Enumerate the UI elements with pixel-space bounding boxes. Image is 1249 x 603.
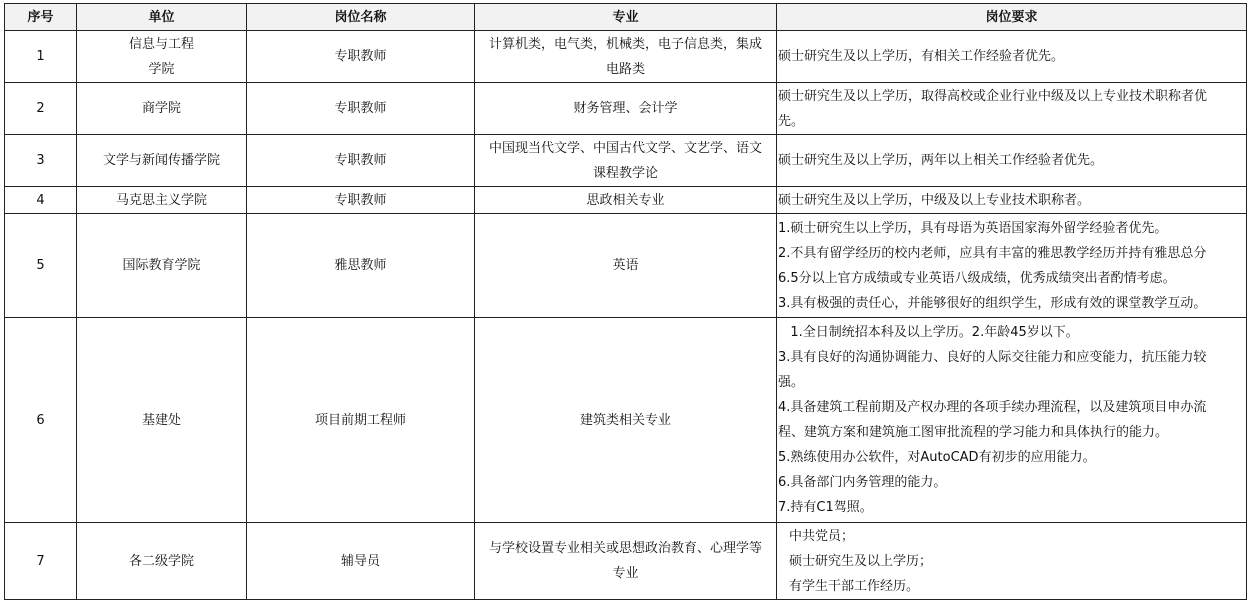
cell-position: 专职教师 [247, 83, 475, 135]
cell-requirements [777, 135, 1247, 187]
cell-position: 专职教师 [247, 31, 475, 83]
cell-position: 雅思教师 [247, 214, 475, 318]
cell-position: 项目前期工程师 [247, 318, 475, 523]
requirement-line: 5.熟练使用办公软件，对AutoCAD有初步的应用能力。 [778, 450, 1096, 465]
cell-requirements [777, 83, 1247, 135]
requirement-line: 4.具备建筑工程前期及产权办理的各项手续办理流程，以及建筑项目申办流 [778, 400, 1207, 415]
cell-requirements [777, 214, 1247, 318]
requirement-line: 中共党员； [789, 528, 855, 544]
header-position: 岗位名称 [247, 4, 475, 31]
cell-unit [77, 31, 247, 83]
requirement-line: 硕士研究生及以上学历，两年以上相关工作经验者优先。 [778, 153, 1104, 168]
requirement-line: 硕士研究生及以上学历，取得高校或企业行业中级及以上专业技术职称者优 [778, 88, 1208, 104]
major-line: 建筑类相关专业 [579, 412, 671, 428]
cell-no: 3 [5, 135, 77, 187]
unit-line: 商学院 [141, 101, 181, 116]
table-row [5, 318, 1247, 523]
header-unit: 单位 [77, 4, 247, 31]
table-row [5, 83, 1247, 135]
table-row [5, 135, 1247, 187]
cell-major [475, 214, 777, 318]
cell-no: 6 [5, 318, 77, 523]
cell-unit [77, 318, 247, 523]
cell-major [475, 83, 777, 135]
cell-unit [77, 83, 247, 135]
recruitment-table [4, 3, 1247, 600]
unit-line: 各二级学院 [128, 553, 194, 569]
requirement-line: 6.具备部门内务管理的能力。 [778, 475, 947, 490]
requirement-line: 1.全日制统招本科及以上学历。2.年龄45岁以下。 [778, 325, 1079, 340]
major-line: 课程教学论 [592, 165, 658, 181]
requirement-line: 3.具有极强的责任心，并能够很好的组织学生，形成有效的课堂教学互动。 [778, 295, 1207, 311]
unit-line: 文学与新闻传播学院 [102, 153, 220, 168]
cell-no: 7 [5, 523, 77, 600]
major-line: 思政相关专业 [586, 192, 665, 208]
cell-unit [77, 135, 247, 187]
requirement-line: 硕士研究生及以上学历； [789, 553, 933, 569]
requirement-line: 1.硕士研究生以上学历，具有母语为英语国家海外留学经验者优先。 [778, 220, 1168, 236]
requirement-line: 先。 [778, 113, 805, 129]
unit-line: 信息与工程 [128, 36, 194, 52]
cell-major [475, 135, 777, 187]
unit-line: 马克思主义学院 [115, 192, 207, 208]
unit-line: 学院 [148, 61, 175, 77]
major-line: 电路类 [605, 61, 645, 77]
cell-requirements [777, 523, 1247, 600]
table-row [5, 523, 1247, 600]
header-requirements: 岗位要求 [777, 4, 1247, 31]
cell-no: 5 [5, 214, 77, 318]
cell-position: 专职教师 [247, 135, 475, 187]
table-row [5, 187, 1247, 214]
cell-requirements [777, 31, 1247, 83]
cell-no: 1 [5, 31, 77, 83]
major-line: 与学校设置专业相关或思想政治教育、心理学等 [488, 541, 762, 556]
requirement-line: 6.5分以上官方成绩或专业英语八级成绩，优秀成绩突出者酌情考虑。 [778, 270, 1176, 286]
major-line: 英语 [612, 258, 639, 273]
cell-unit [77, 523, 247, 600]
major-line: 中国现当代文学、中国古代文学、文艺学、语文 [488, 140, 762, 156]
unit-line: 基建处 [141, 412, 181, 428]
header-no: 序号 [5, 4, 77, 31]
cell-requirements [777, 318, 1247, 523]
requirement-line: 3.具有良好的沟通协调能力、良好的人际交往能力和应变能力，抗压能力较 [778, 350, 1207, 365]
table-row [5, 214, 1247, 318]
header-major: 专业 [475, 4, 777, 31]
cell-position: 专职教师 [247, 187, 475, 214]
requirement-line: 硕士研究生及以上学历，中级及以上专业技术职称者。 [778, 192, 1091, 208]
cell-major [475, 187, 777, 214]
requirement-line: 强。 [778, 375, 805, 390]
unit-line: 国际教育学院 [122, 258, 201, 273]
major-line: 专业 [612, 566, 639, 581]
cell-major [475, 523, 777, 600]
table-row [5, 31, 1247, 83]
cell-position: 辅导员 [247, 523, 475, 600]
header-row [5, 4, 1247, 31]
cell-no: 4 [5, 187, 77, 214]
requirement-line: 2.不具有留学经历的校内老师，应具有丰富的雅思教学经历并持有雅思总分 [778, 245, 1207, 261]
requirement-line: 7.持有C1驾照。 [778, 500, 873, 515]
major-line: 财务管理、会计学 [573, 101, 678, 116]
cell-unit [77, 187, 247, 214]
major-line: 计算机类，电气类，机械类，电子信息类，集成 [488, 36, 762, 52]
cell-no: 2 [5, 83, 77, 135]
requirement-line: 程、建筑方案和建筑施工图审批流程的学习能力和具体执行的能力。 [778, 425, 1169, 440]
cell-major [475, 31, 777, 83]
cell-requirements [777, 187, 1247, 214]
requirement-line: 硕士研究生及以上学历，有相关工作经验者优先。 [778, 49, 1065, 64]
cell-unit [77, 214, 247, 318]
requirement-line: 有学生干部工作经历。 [789, 578, 920, 594]
cell-major [475, 318, 777, 523]
